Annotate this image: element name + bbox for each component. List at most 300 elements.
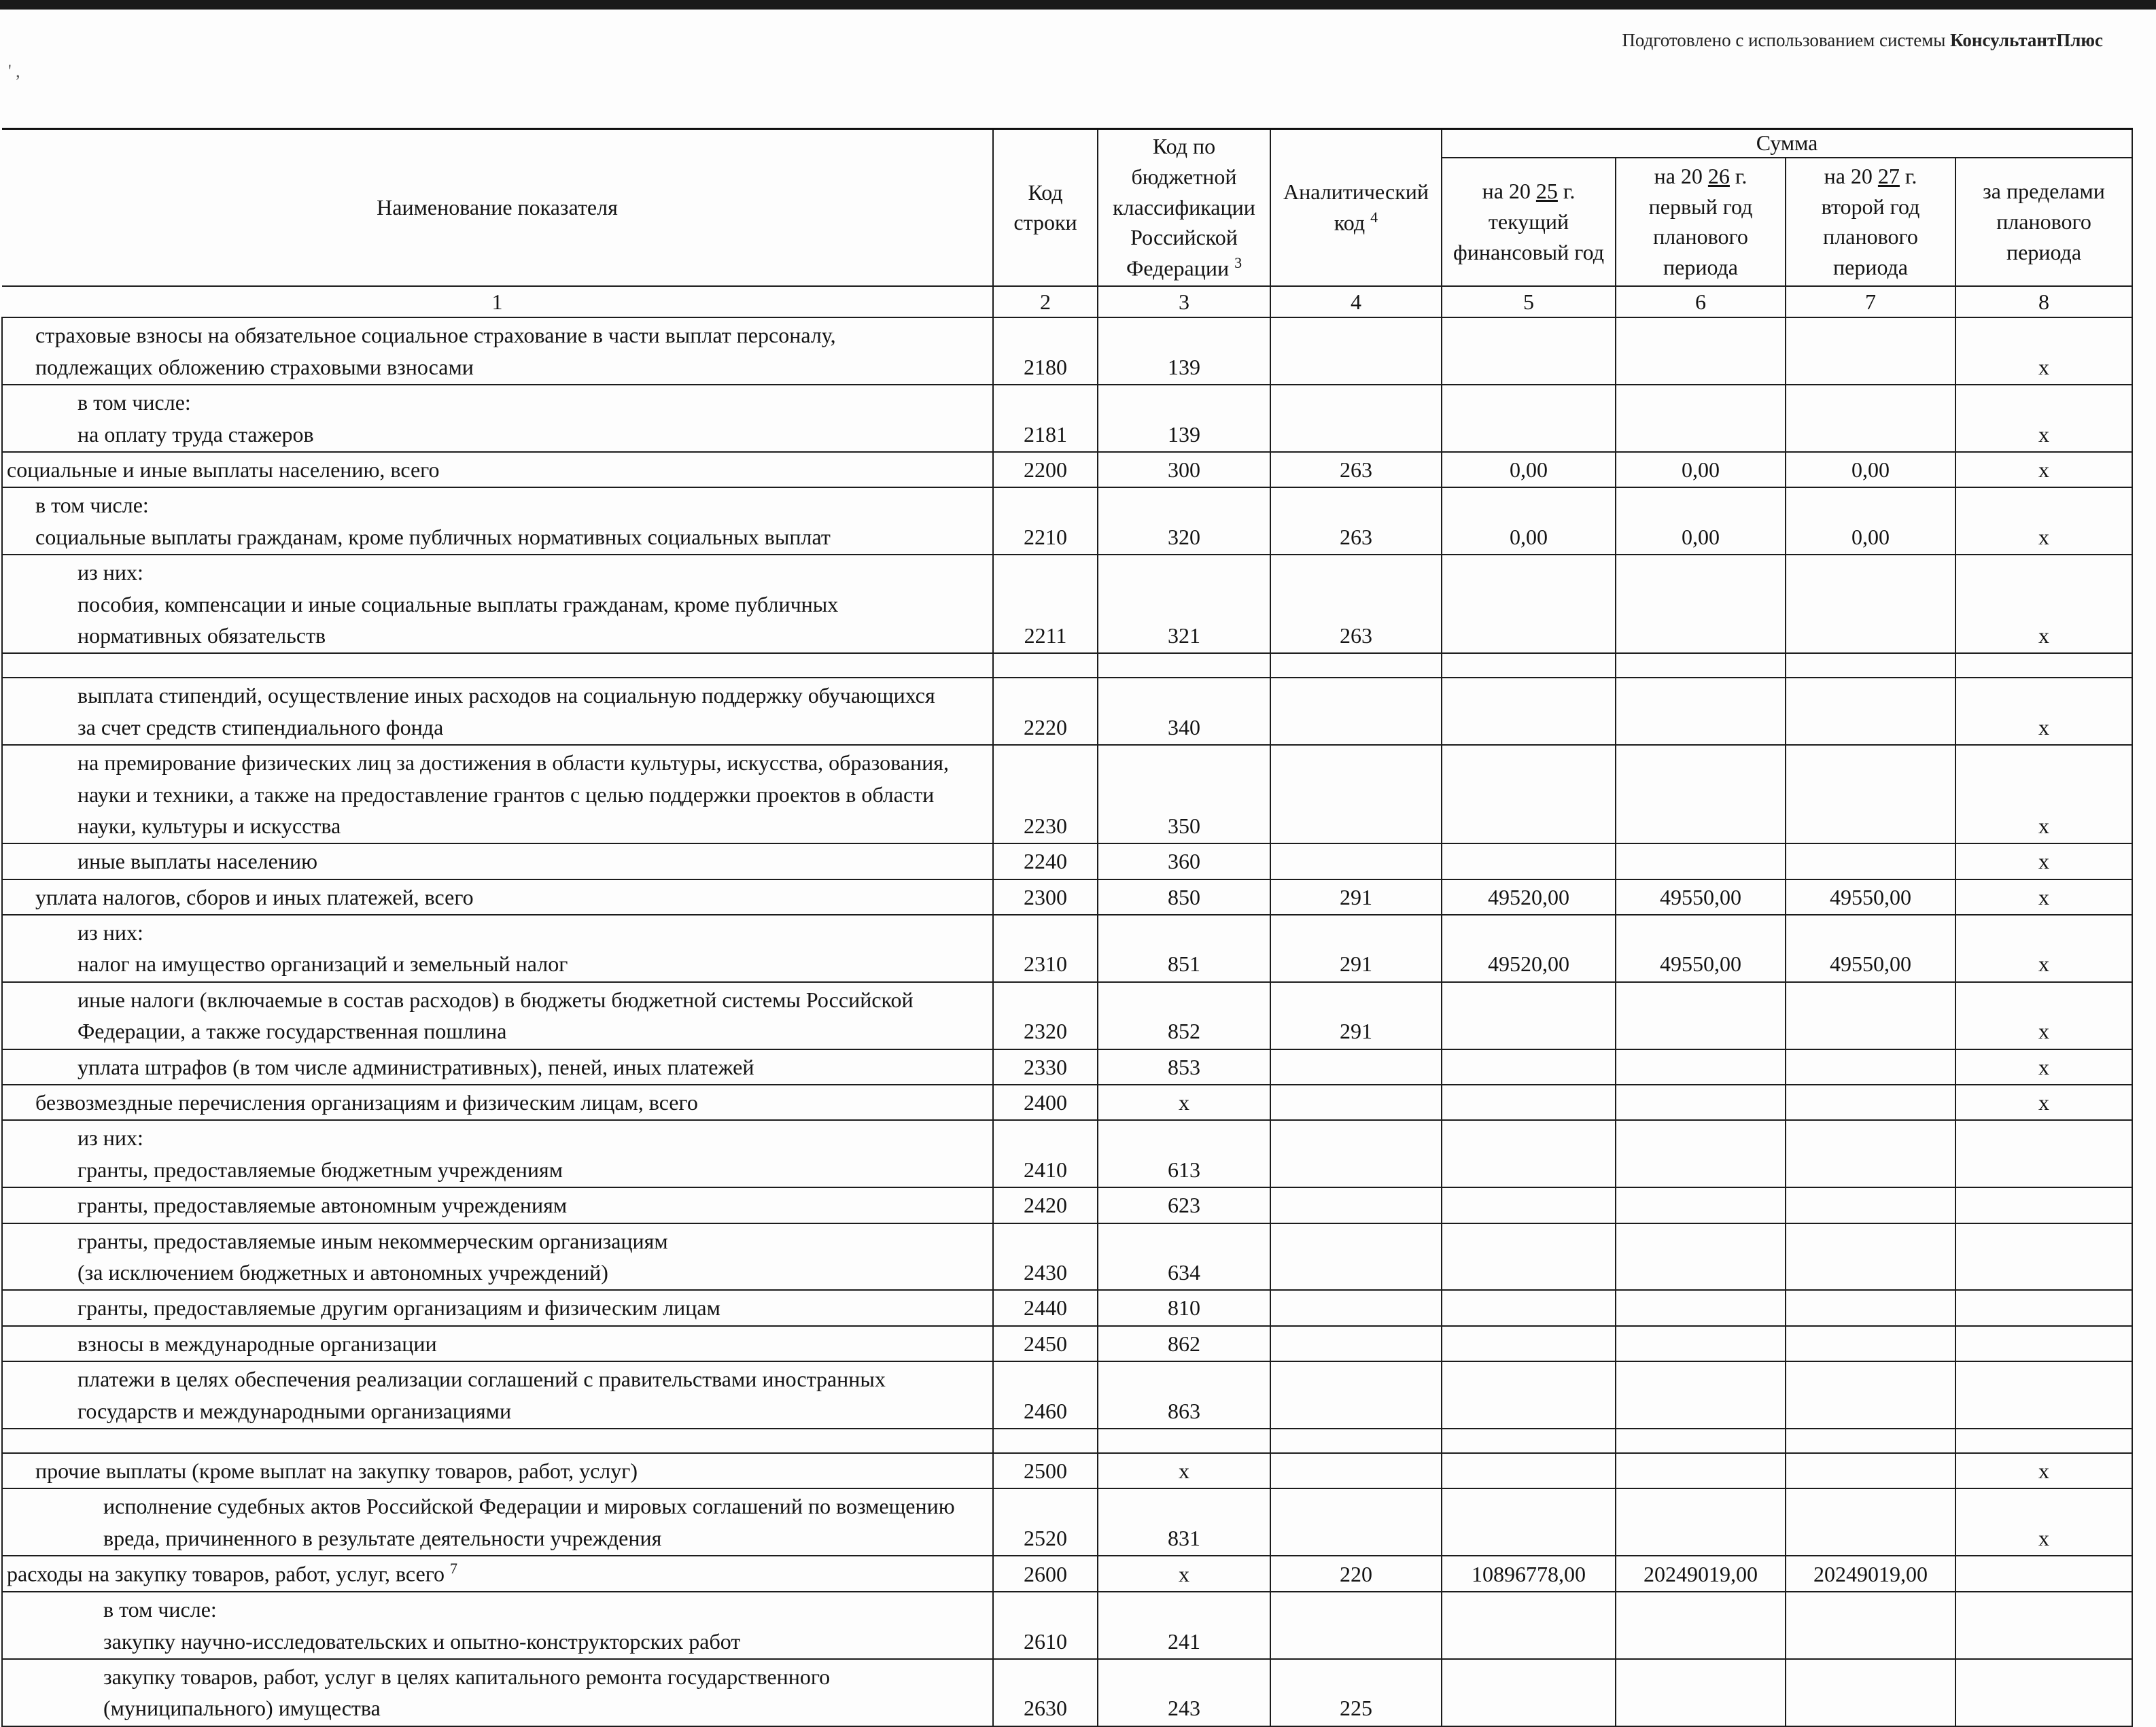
indicator-name-line bbox=[35, 882, 988, 913]
indicator-name-text: иные налоги (включаемые в состав расходов) в бюджеты бюджетной системы Российской bbox=[77, 987, 914, 1012]
sum-year-2-cell bbox=[1616, 1187, 1786, 1223]
indicator-name-line bbox=[77, 1122, 988, 1153]
indicator-name-text: гранты, предоставляемые бюджетным учреждениям bbox=[77, 1157, 563, 1182]
col-header-sum: Сумма bbox=[1442, 129, 2132, 158]
sum-year-2-cell bbox=[1616, 678, 1786, 745]
sum-year-1-cell bbox=[1442, 555, 1616, 653]
indicator-name-line bbox=[77, 419, 988, 450]
indicator-name-text: на премирование физических лиц за достижения в области культуры, искусства, образования, bbox=[77, 750, 949, 775]
sum-beyond-cell bbox=[1955, 1361, 2132, 1429]
sum-beyond-cell: х bbox=[1955, 452, 2132, 487]
analytic-code-cell bbox=[1270, 317, 1442, 385]
bk-code-cell: 241 bbox=[1098, 1592, 1270, 1659]
table-row bbox=[2, 745, 2132, 843]
spacer-cell bbox=[2, 1429, 993, 1453]
sum-year-1-cell: 49520,00 bbox=[1442, 879, 1616, 915]
indicator-name-text: (за исключением бюджетных и автономных учреждений) bbox=[77, 1259, 608, 1285]
indicator-name bbox=[2, 1049, 993, 1085]
indicator-name bbox=[2, 879, 993, 915]
analytic-code-cell: 263 bbox=[1270, 487, 1442, 555]
sum-year-2-cell: 49550,00 bbox=[1616, 879, 1786, 915]
indicator-name-line bbox=[77, 810, 988, 841]
plan-table bbox=[1, 128, 2133, 1727]
analytic-code-cell bbox=[1270, 1290, 1442, 1325]
indicator-name bbox=[2, 1290, 993, 1325]
row-code-cell: 2240 bbox=[993, 843, 1098, 879]
beyond-line: планового bbox=[1996, 209, 2091, 234]
indicator-name-line bbox=[103, 1626, 988, 1657]
footnote-3: 3 bbox=[1234, 254, 1242, 272]
sum-year-2-cell bbox=[1616, 1488, 1786, 1556]
indicator-name bbox=[2, 1361, 993, 1429]
row-code-line: строки bbox=[1013, 210, 1077, 235]
indicator-name bbox=[2, 745, 993, 843]
year-1-line bbox=[1446, 176, 1611, 207]
sum-year-3-cell bbox=[1786, 555, 1955, 653]
bk-code-cell: 831 bbox=[1098, 1488, 1270, 1556]
indicator-name bbox=[2, 1556, 993, 1592]
indicator-name-text: расходы на закупку товаров, работ, услуг, всего bbox=[7, 1561, 445, 1586]
footnote-4: 4 bbox=[1370, 208, 1378, 226]
spacer-row bbox=[2, 1429, 2132, 1453]
indicator-name-line bbox=[7, 454, 988, 485]
indicator-name bbox=[2, 385, 993, 452]
sum-year-3-cell bbox=[1786, 1659, 1955, 1726]
sum-year-1-cell bbox=[1442, 745, 1616, 843]
row-code-cell: 2330 bbox=[993, 1049, 1098, 1085]
sum-beyond-cell: х bbox=[1955, 1453, 2132, 1488]
bk-code-line: Российской bbox=[1130, 225, 1238, 250]
table-row bbox=[2, 1659, 2132, 1726]
indicator-name-line bbox=[77, 1051, 988, 1083]
indicator-name-line bbox=[77, 1328, 988, 1359]
prepared-prefix: Подготовлено с использованием системы bbox=[1622, 30, 1951, 50]
prepared-brand: КонсультантПлюс bbox=[1950, 30, 2103, 50]
row-code-cell: 2520 bbox=[993, 1488, 1098, 1556]
bk-code-cell: 340 bbox=[1098, 678, 1270, 745]
row-code-cell: 2181 bbox=[993, 385, 1098, 452]
sum-year-3-cell: 49550,00 bbox=[1786, 915, 1955, 982]
spacer-cell bbox=[1270, 1429, 1442, 1453]
indicator-name-text: социальные выплаты гражданам, кроме публичных нормативных социальных выплат bbox=[35, 524, 831, 549]
indicator-name bbox=[2, 1120, 993, 1187]
indicator-name-line bbox=[77, 1363, 988, 1395]
indicator-name-line bbox=[35, 319, 988, 351]
sum-year-2-cell bbox=[1616, 1049, 1786, 1085]
indicator-name-line bbox=[77, 779, 988, 810]
analytic-code-cell bbox=[1270, 1592, 1442, 1659]
indicator-name-text: подлежащих обложению страховыми взносами bbox=[35, 354, 474, 379]
indicator-name-text: закупку товаров, работ, услуг в целях капитального ремонта государственного bbox=[103, 1664, 831, 1689]
indicator-name bbox=[2, 1085, 993, 1120]
indicator-name-text: гранты, предоставляемые другим организациям и физическим лицам bbox=[77, 1295, 720, 1321]
indicator-name bbox=[2, 982, 993, 1049]
indicator-name-text: прочие выплаты (кроме выплат на закупку товаров, работ, услуг) bbox=[35, 1458, 638, 1483]
indicator-name-text: гранты, предоставляемые иным некоммерческим организациям bbox=[77, 1228, 668, 1253]
analytic-code-cell: 263 bbox=[1270, 452, 1442, 487]
sum-year-3-cell bbox=[1786, 1120, 1955, 1187]
bk-code-cell: 139 bbox=[1098, 317, 1270, 385]
indicator-name-line bbox=[103, 1490, 988, 1522]
bk-code-text: Федерации bbox=[1126, 256, 1230, 281]
indicator-name-line bbox=[77, 1395, 988, 1427]
sum-year-3-cell bbox=[1786, 982, 1955, 1049]
indicator-name-text: в том числе: bbox=[35, 493, 149, 518]
row-code-cell: 2630 bbox=[993, 1659, 1098, 1726]
indicator-name-line bbox=[103, 1661, 988, 1692]
table-row bbox=[2, 385, 2132, 452]
table-row bbox=[2, 879, 2132, 915]
bk-code-cell: 862 bbox=[1098, 1326, 1270, 1361]
table-row bbox=[2, 1361, 2132, 1429]
sum-year-1-cell: 10896778,00 bbox=[1442, 1556, 1616, 1592]
col-header-bk-code bbox=[1098, 129, 1270, 286]
year-1-desc: текущий bbox=[1488, 209, 1569, 234]
scan-top-edge bbox=[0, 0, 2156, 10]
bk-code-cell: 810 bbox=[1098, 1290, 1270, 1325]
indicator-name-line bbox=[77, 984, 988, 1015]
indicator-name-text: налог на имущество организаций и земельный налог bbox=[77, 952, 568, 977]
sum-beyond-cell bbox=[1955, 1290, 2132, 1325]
bk-code-cell: 321 bbox=[1098, 555, 1270, 653]
spacer-cell bbox=[1616, 653, 1786, 678]
indicator-name-text: за счет средств стипендиального фонда bbox=[77, 714, 444, 739]
row-code-cell: 2220 bbox=[993, 678, 1098, 745]
col-number: 2 bbox=[993, 286, 1098, 318]
row-code-cell: 2430 bbox=[993, 1223, 1098, 1291]
year-2-desc: планового bbox=[1653, 224, 1748, 249]
spacer-cell bbox=[1955, 653, 2132, 678]
year-prefix: на 20 bbox=[1482, 179, 1531, 204]
year-3-desc: планового bbox=[1823, 224, 1918, 249]
indicator-name-line bbox=[103, 1522, 988, 1554]
table-row bbox=[2, 1049, 2132, 1085]
indicator-name-text: безвозмездные перечисления организациям и физическим лицам, всего bbox=[35, 1090, 698, 1115]
spacer-cell bbox=[1955, 1429, 2132, 1453]
spacer-cell bbox=[1442, 1429, 1616, 1453]
indicator-name-line bbox=[77, 1015, 988, 1047]
row-code-cell: 2500 bbox=[993, 1453, 1098, 1488]
indicator-name-line bbox=[77, 1225, 988, 1257]
col-header-row-code bbox=[993, 129, 1098, 286]
sum-year-1-cell bbox=[1442, 1453, 1616, 1488]
col-number: 8 bbox=[1955, 286, 2132, 318]
table-row bbox=[2, 1085, 2132, 1120]
indicator-name-text: на оплату труда стажеров bbox=[77, 421, 314, 447]
bk-code-cell: 360 bbox=[1098, 843, 1270, 879]
indicator-name bbox=[2, 1592, 993, 1659]
spacer-row bbox=[2, 653, 2132, 678]
indicator-name-text: страховые взносы на обязательное социальное страхование в части выплат персоналу, bbox=[35, 323, 836, 348]
indicator-name-line bbox=[103, 1692, 988, 1724]
col-number: 6 bbox=[1616, 286, 1786, 318]
indicator-name-line bbox=[35, 351, 988, 383]
indicator-name-line bbox=[77, 1257, 988, 1288]
col-number: 7 bbox=[1786, 286, 1955, 318]
spacer-cell bbox=[1616, 1429, 1786, 1453]
bk-code-cell: 852 bbox=[1098, 982, 1270, 1049]
row-code-cell: 2450 bbox=[993, 1326, 1098, 1361]
analytic-code-cell bbox=[1270, 843, 1442, 879]
row-code-cell: 2300 bbox=[993, 879, 1098, 915]
bk-code-cell: 863 bbox=[1098, 1361, 1270, 1429]
sum-beyond-cell bbox=[1955, 1556, 2132, 1592]
indicator-name-line bbox=[77, 1154, 988, 1185]
sum-year-2-cell bbox=[1616, 317, 1786, 385]
indicator-name bbox=[2, 1453, 993, 1488]
indicator-name-line bbox=[77, 557, 988, 588]
year-2-desc: первый год bbox=[1648, 194, 1753, 219]
indicator-name-text: нормативных обязательств bbox=[77, 623, 326, 648]
sum-beyond-cell bbox=[1955, 1223, 2132, 1291]
bk-code-cell: 320 bbox=[1098, 487, 1270, 555]
analytic-code-cell: 263 bbox=[1270, 555, 1442, 653]
sum-year-1-cell bbox=[1442, 1361, 1616, 1429]
analytic-code-cell: 291 bbox=[1270, 982, 1442, 1049]
indicator-name-text: уплата штрафов (в том числе административных), пеней, иных платежей bbox=[77, 1054, 754, 1079]
spacer-cell bbox=[993, 653, 1098, 678]
table-row bbox=[2, 1326, 2132, 1361]
indicator-name-text: государств и международными организациями bbox=[77, 1398, 512, 1423]
year-suffix: г. bbox=[1563, 179, 1576, 204]
sum-year-3-cell bbox=[1786, 1361, 1955, 1429]
sum-year-3-cell: 0,00 bbox=[1786, 487, 1955, 555]
sum-beyond-cell: х bbox=[1955, 487, 2132, 555]
footnote-mark: 7 bbox=[450, 1560, 458, 1577]
sum-year-3-cell: 20249019,00 bbox=[1786, 1556, 1955, 1592]
year-3-value: 27 bbox=[1877, 163, 1900, 188]
analytic-code-cell: 225 bbox=[1270, 1659, 1442, 1726]
sum-year-1-cell: 0,00 bbox=[1442, 487, 1616, 555]
indicator-name-text: пособия, компенсации и иные социальные выплаты гражданам, кроме публичных bbox=[77, 591, 839, 616]
indicator-name-line bbox=[77, 387, 988, 418]
year-2-desc: периода bbox=[1663, 255, 1738, 280]
sum-year-2-cell bbox=[1616, 1290, 1786, 1325]
sum-year-1-cell bbox=[1442, 1488, 1616, 1556]
indicator-name-text: закупку научно-исследовательских и опытно-конструкторских работ bbox=[103, 1628, 741, 1654]
col-number: 4 bbox=[1270, 286, 1442, 318]
sum-year-2-cell bbox=[1616, 1223, 1786, 1291]
sum-year-1-cell bbox=[1442, 385, 1616, 452]
col-number: 1 bbox=[2, 286, 993, 318]
bk-code-cell: 243 bbox=[1098, 1659, 1270, 1726]
indicator-name-text: исполнение судебных актов Российской Федерации и мировых соглашений по возмещению bbox=[103, 1494, 955, 1519]
bk-code-cell: 300 bbox=[1098, 452, 1270, 487]
analytic-code-text: код bbox=[1334, 210, 1366, 235]
indicator-name-text: Федерации, а также государственная пошлина bbox=[77, 1019, 507, 1044]
indicator-name bbox=[2, 555, 993, 653]
indicator-name bbox=[2, 487, 993, 555]
table-row bbox=[2, 1223, 2132, 1291]
indicator-name bbox=[2, 317, 993, 385]
col-header-year-3 bbox=[1786, 158, 1955, 286]
table-row bbox=[2, 555, 2132, 653]
table-row bbox=[2, 1120, 2132, 1187]
sum-beyond-cell bbox=[1955, 1326, 2132, 1361]
indicator-name-line bbox=[77, 747, 988, 778]
sum-year-2-cell bbox=[1616, 1085, 1786, 1120]
indicator-name-text: платежи в целях обеспечения реализации соглашений с правительствами иностранных bbox=[77, 1367, 886, 1392]
table-row bbox=[2, 982, 2132, 1049]
sum-year-2-cell bbox=[1616, 745, 1786, 843]
sum-year-1-cell bbox=[1442, 1085, 1616, 1120]
row-code-cell: 2320 bbox=[993, 982, 1098, 1049]
indicator-name-line bbox=[77, 948, 988, 979]
sum-year-2-cell bbox=[1616, 1659, 1786, 1726]
table-row bbox=[2, 843, 2132, 879]
year-3-desc: периода bbox=[1832, 255, 1908, 280]
analytic-code-cell bbox=[1270, 1326, 1442, 1361]
analytic-code-cell: 291 bbox=[1270, 915, 1442, 982]
col-header-year-2 bbox=[1616, 158, 1786, 286]
bk-code-line: Код по bbox=[1152, 134, 1216, 158]
bk-code-line: классификации bbox=[1113, 194, 1255, 220]
sum-year-2-cell bbox=[1616, 1592, 1786, 1659]
sum-year-3-cell bbox=[1786, 1290, 1955, 1325]
row-code-line: Код bbox=[1028, 179, 1063, 205]
sum-year-1-cell bbox=[1442, 317, 1616, 385]
bk-code-cell: х bbox=[1098, 1085, 1270, 1120]
indicator-name-line bbox=[77, 620, 988, 651]
table-row bbox=[2, 1592, 2132, 1659]
col-header-name: Наименование показателя bbox=[2, 129, 993, 286]
indicator-name-line bbox=[77, 1292, 988, 1323]
analytic-code-cell bbox=[1270, 678, 1442, 745]
indicator-name-text: в том числе: bbox=[103, 1597, 217, 1622]
table-body bbox=[2, 317, 2132, 1726]
indicator-name-line bbox=[77, 712, 988, 743]
row-code-cell: 2400 bbox=[993, 1085, 1098, 1120]
indicator-name bbox=[2, 1488, 993, 1556]
sum-year-3-cell bbox=[1786, 745, 1955, 843]
sum-year-1-cell bbox=[1442, 1120, 1616, 1187]
row-code-cell: 2610 bbox=[993, 1592, 1098, 1659]
indicator-name-text: социальные и иные выплаты населению, всего bbox=[7, 457, 440, 482]
table-row bbox=[2, 1556, 2132, 1592]
sum-beyond-cell: х bbox=[1955, 915, 2132, 982]
indicator-name-text: гранты, предоставляемые автономным учреждениям bbox=[77, 1193, 568, 1218]
spacer-cell bbox=[1786, 1429, 1955, 1453]
sum-year-2-cell: 20249019,00 bbox=[1616, 1556, 1786, 1592]
row-code-cell: 2211 bbox=[993, 555, 1098, 653]
sum-year-2-cell bbox=[1616, 843, 1786, 879]
spacer-cell bbox=[993, 1429, 1098, 1453]
sum-year-3-cell bbox=[1786, 317, 1955, 385]
table-row bbox=[2, 678, 2132, 745]
bk-code-cell: 850 bbox=[1098, 879, 1270, 915]
indicator-name-text: науки, культуры и искусства bbox=[77, 813, 341, 838]
sum-year-2-cell bbox=[1616, 982, 1786, 1049]
year-2-value: 26 bbox=[1707, 163, 1730, 188]
sum-year-3-cell bbox=[1786, 1187, 1955, 1223]
year-suffix: г. bbox=[1905, 163, 1917, 188]
indicator-name-line bbox=[77, 589, 988, 620]
col-header-year-1 bbox=[1442, 158, 1616, 286]
sum-beyond-cell bbox=[1955, 1120, 2132, 1187]
sum-year-2-cell: 49550,00 bbox=[1616, 915, 1786, 982]
analytic-code-line: Аналитический bbox=[1283, 179, 1429, 205]
indicator-name-text: из них: bbox=[77, 560, 143, 585]
sum-year-1-cell: 0,00 bbox=[1442, 452, 1616, 487]
analytic-code-cell bbox=[1270, 745, 1442, 843]
year-prefix: на 20 bbox=[1654, 163, 1703, 188]
sum-year-1-cell bbox=[1442, 1223, 1616, 1291]
row-code-cell: 2420 bbox=[993, 1187, 1098, 1223]
analytic-code-cell bbox=[1270, 1187, 1442, 1223]
table-row bbox=[2, 1187, 2132, 1223]
sum-year-2-cell: 0,00 bbox=[1616, 452, 1786, 487]
sum-year-3-cell bbox=[1786, 678, 1955, 745]
scan-mark: ' , bbox=[8, 61, 20, 81]
table-row bbox=[2, 452, 2132, 487]
sum-year-3-cell: 49550,00 bbox=[1786, 879, 1955, 915]
year-1-value: 25 bbox=[1535, 179, 1558, 204]
sum-year-3-cell bbox=[1786, 843, 1955, 879]
sum-year-1-cell: 49520,00 bbox=[1442, 915, 1616, 982]
indicator-name bbox=[2, 452, 993, 487]
col-header-beyond bbox=[1955, 158, 2132, 286]
sum-year-1-cell bbox=[1442, 1326, 1616, 1361]
sum-year-3-cell bbox=[1786, 1049, 1955, 1085]
col-header-analytic-code bbox=[1270, 129, 1442, 286]
table-row bbox=[2, 317, 2132, 385]
year-prefix: на 20 bbox=[1824, 163, 1873, 188]
analytic-code-line bbox=[1275, 207, 1437, 238]
analytic-code-cell: 220 bbox=[1270, 1556, 1442, 1592]
bk-code-cell: 851 bbox=[1098, 915, 1270, 982]
sum-year-1-cell bbox=[1442, 1659, 1616, 1726]
sum-year-3-cell bbox=[1786, 1453, 1955, 1488]
sum-year-3-cell bbox=[1786, 1488, 1955, 1556]
bk-code-cell: 853 bbox=[1098, 1049, 1270, 1085]
indicator-name bbox=[2, 678, 993, 745]
spacer-cell bbox=[2, 653, 993, 678]
sum-year-2-cell bbox=[1616, 1120, 1786, 1187]
sum-beyond-cell: х bbox=[1955, 385, 2132, 452]
col-number: 3 bbox=[1098, 286, 1270, 318]
indicator-name-line bbox=[77, 845, 988, 877]
col-number: 5 bbox=[1442, 286, 1616, 318]
sum-year-2-cell bbox=[1616, 385, 1786, 452]
table-row bbox=[2, 487, 2132, 555]
indicator-name-line bbox=[35, 489, 988, 521]
sum-beyond-cell: х bbox=[1955, 555, 2132, 653]
row-code-cell: 2440 bbox=[993, 1290, 1098, 1325]
row-code-cell: 2600 bbox=[993, 1556, 1098, 1592]
indicator-name bbox=[2, 1187, 993, 1223]
sum-beyond-cell bbox=[1955, 1187, 2132, 1223]
analytic-code-cell bbox=[1270, 1361, 1442, 1429]
indicator-name bbox=[2, 843, 993, 879]
prepared-note bbox=[1622, 30, 2103, 51]
analytic-code-cell bbox=[1270, 385, 1442, 452]
analytic-code-cell bbox=[1270, 1049, 1442, 1085]
sum-year-2-cell bbox=[1616, 555, 1786, 653]
sum-year-3-cell: 0,00 bbox=[1786, 452, 1955, 487]
table-row bbox=[2, 1290, 2132, 1325]
bk-code-line bbox=[1102, 253, 1266, 283]
sum-beyond-cell bbox=[1955, 1659, 2132, 1726]
indicator-name-line bbox=[35, 1087, 988, 1118]
indicator-name bbox=[2, 1659, 993, 1726]
indicator-name-text: вреда, причиненного в результате деятельности учреждения bbox=[103, 1525, 662, 1550]
indicator-name bbox=[2, 915, 993, 982]
bk-code-cell: 350 bbox=[1098, 745, 1270, 843]
sum-year-2-cell bbox=[1616, 1361, 1786, 1429]
sum-beyond-cell: х bbox=[1955, 843, 2132, 879]
spacer-cell bbox=[1442, 653, 1616, 678]
bk-code-cell: 613 bbox=[1098, 1120, 1270, 1187]
